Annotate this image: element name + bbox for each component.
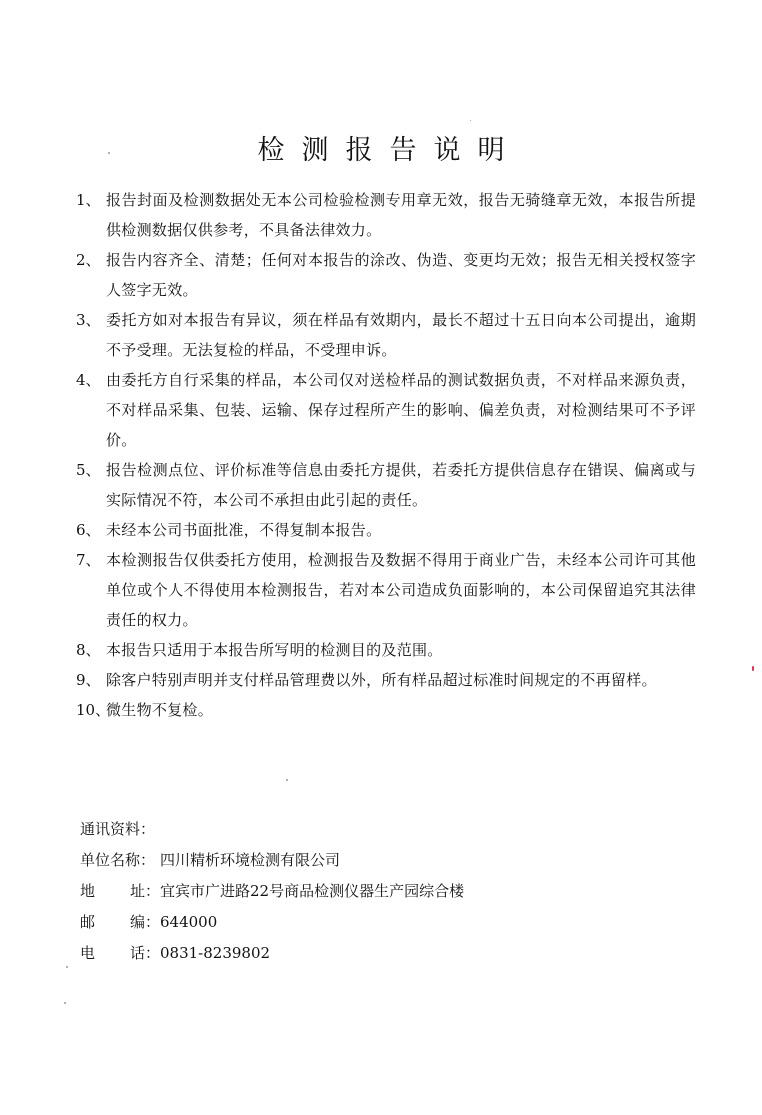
postcode-label-char: 邮	[80, 913, 96, 931]
address-label-char: 址：	[129, 882, 160, 900]
list-item	[76, 545, 696, 635]
phone-label-char: 话：	[129, 944, 160, 962]
list-item	[76, 305, 696, 365]
item-text: 未经本公司书面批准，不得复制本报告。	[106, 521, 382, 539]
item-number: 2、	[76, 251, 101, 269]
list-item	[76, 245, 696, 305]
list-item	[76, 665, 696, 695]
list-item	[76, 515, 696, 545]
address-label-char: 地	[80, 882, 96, 900]
item-text: 由委托方自行采集的样品，本公司仅对送检样品的测试数据负责，不对样品来源负责，不对样品采集、包装、运输、保存过程所产生的影响、偏差负责，对检测结果可不予评价。	[106, 371, 696, 449]
contact-row-postcode	[80, 907, 680, 938]
list-item	[76, 695, 696, 725]
postcode-label-char: 编：	[129, 913, 160, 931]
item-text: 本检测报告仅供委托方使用，检测报告及数据不得用于商业广告，未经本公司许可其他单位或个人不得使用本检测报告，若对本公司造成负面影响的，本公司保留追究其法律责任的权力。	[106, 551, 696, 629]
contact-heading: 通讯资料：	[80, 820, 156, 838]
phone-label	[80, 938, 160, 969]
item-number: 6、	[76, 521, 101, 539]
phone-label-char: 电	[80, 944, 96, 962]
address-label	[80, 876, 160, 907]
postcode-value: 644000	[160, 913, 218, 931]
list-item	[76, 185, 696, 245]
list-item	[76, 455, 696, 515]
red-ink-mark	[752, 666, 754, 671]
notes-list	[76, 185, 696, 725]
item-text: 委托方如对本报告有异议，须在样品有效期内，最长不超过十五日向本公司提出，逾期不予受理。无法复检的样品，不受理申诉。	[106, 311, 696, 359]
item-number: 7、	[76, 551, 101, 569]
scan-speck	[470, 120, 471, 121]
item-number: 3、	[76, 311, 101, 329]
page-title: 检测报告说明	[257, 135, 522, 166]
scan-speck	[66, 966, 68, 968]
scan-speck	[286, 779, 288, 781]
item-number: 8、	[76, 641, 101, 659]
postcode-label	[80, 907, 160, 938]
scan-speck	[64, 1002, 66, 1004]
item-text: 报告检测点位、评价标准等信息由委托方提供，若委托方提供信息存在错误、偏离或与实际情况不符，本公司不承担由此引起的责任。	[106, 461, 696, 509]
unit-value: 四川精析环境检测有限公司	[160, 851, 341, 869]
item-number: 5、	[76, 461, 101, 479]
list-item	[76, 635, 696, 665]
unit-label: 单位名称：	[80, 851, 156, 869]
item-text: 除客户特别声明并支付样品管理费以外，所有样品超过标准时间规定的不再留样。	[106, 671, 657, 689]
item-text: 报告内容齐全、清楚；任何对本报告的涂改、伪造、变更均无效；报告无相关授权签字人签字无效。	[106, 251, 696, 299]
contact-row-address	[80, 876, 680, 907]
contact-info	[80, 814, 680, 969]
contact-row-unit	[80, 845, 680, 876]
contact-row-phone	[80, 938, 680, 969]
item-number: 1、	[76, 191, 101, 209]
address-value: 宜宾市广进路22号商品检测仪器生产园综合楼	[160, 882, 465, 900]
item-number: 10、	[76, 701, 111, 719]
phone-value: 0831-8239802	[160, 944, 271, 962]
item-text: 本报告只适用于本报告所写明的检测目的及范围。	[106, 641, 443, 659]
item-number: 4、	[76, 371, 101, 389]
item-text: 微生物不复检。	[106, 701, 214, 719]
item-number: 9、	[76, 671, 101, 689]
scan-speck	[108, 152, 110, 154]
list-item	[76, 365, 696, 455]
item-text: 报告封面及检测数据处无本公司检验检测专用章无效，报告无骑缝章无效，本报告所提供检测数据仅供参考，不具备法律效力。	[106, 191, 696, 239]
